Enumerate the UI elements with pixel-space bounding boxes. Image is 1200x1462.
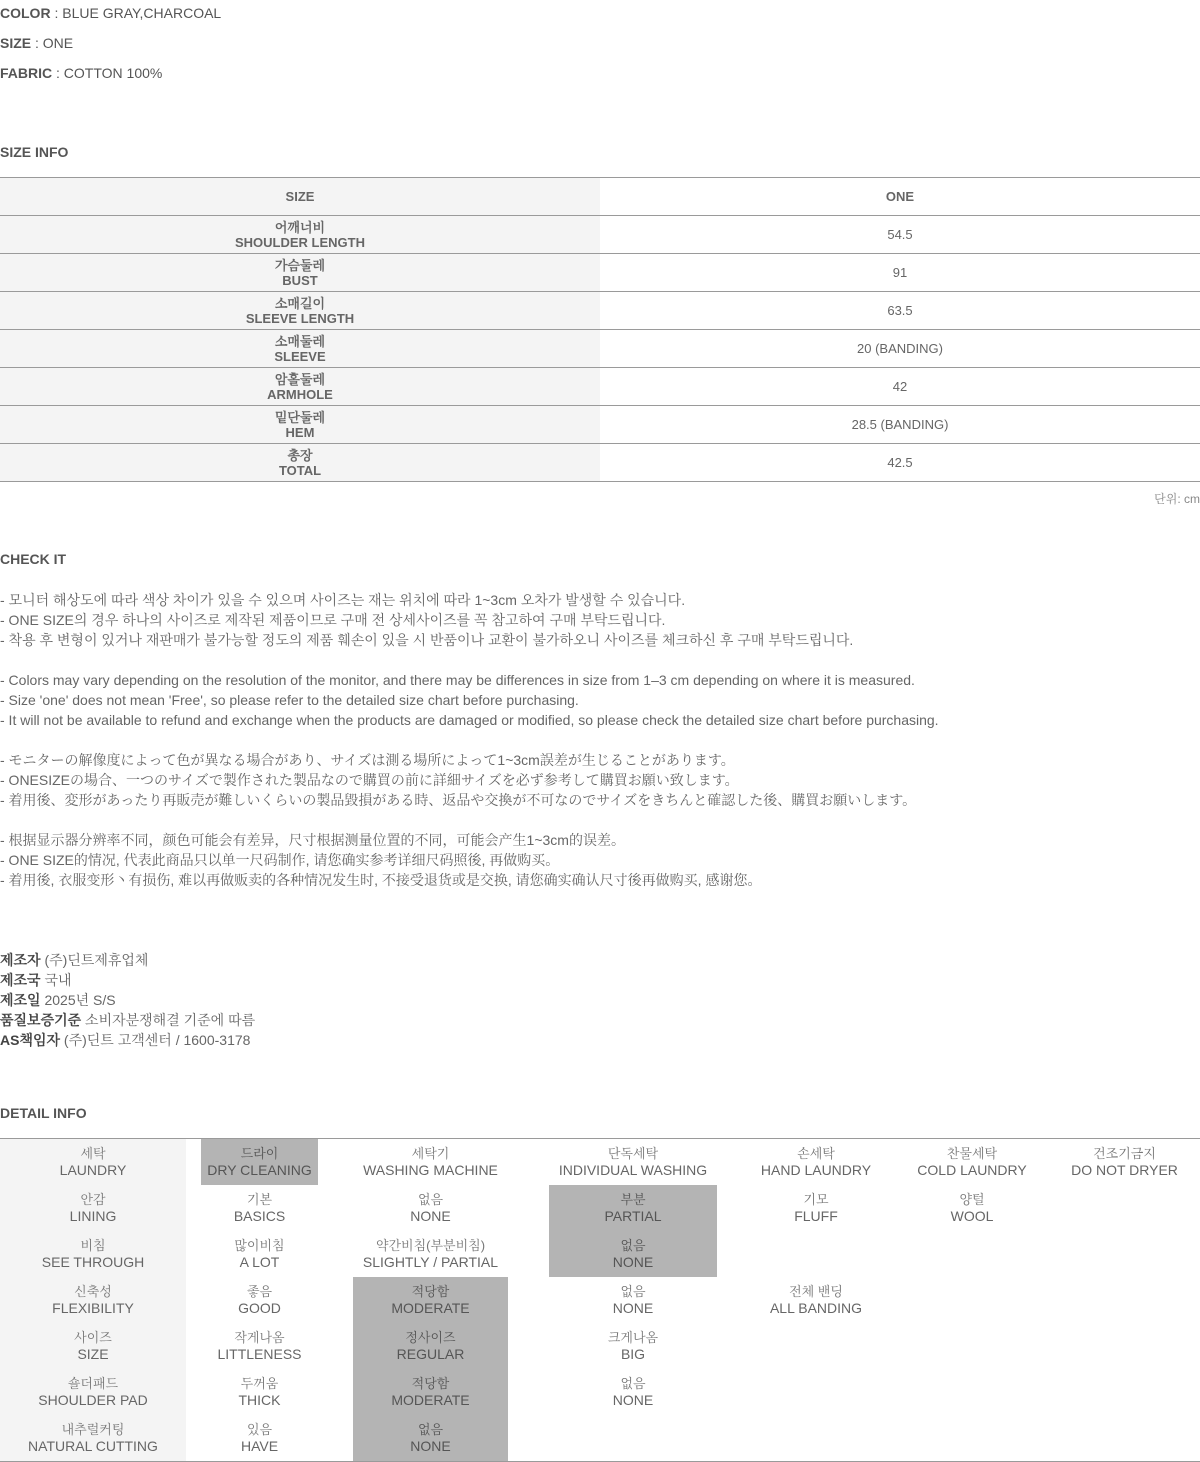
note-line: - 착용 후 변형이 있거나 재판매가 불가능할 정도의 제품 훼손이 있을 시 반품이나 교환이 불가하오니 사이즈를 체크하신 후 구매 부탁드립니다. — [0, 632, 854, 648]
detail-option-ko: 기모 — [803, 1192, 829, 1207]
detail-option-en: HAVE — [240, 1438, 279, 1454]
size-row-label — [0, 292, 600, 329]
size-row-value: 91 — [892, 265, 908, 280]
detail-option — [201, 1277, 318, 1323]
detail-table — [0, 1138, 1200, 1462]
size-row-en: SLEEVE LENGTH — [245, 310, 355, 326]
note-line: - 着用後、変形があったり再販売が難しいくらいの製品毀損がある時、返品や交換が不可なのでサイズをきちんと確認した後、購買お願いします。 — [0, 792, 917, 808]
detail-head-en: FLEXIBILITY — [52, 1300, 134, 1316]
size-row-label — [0, 254, 600, 291]
spec-size — [0, 34, 73, 52]
detail-head-en: SIZE — [77, 1346, 109, 1362]
detail-row-head — [0, 1185, 186, 1231]
detail-option — [1049, 1139, 1200, 1185]
unit-note: 단위: cm — [1154, 492, 1200, 506]
detail-option-ko: 적당함 — [411, 1284, 450, 1299]
check-it-title: CHECK IT — [0, 551, 67, 567]
detail-option-en: NONE — [612, 1300, 654, 1316]
detail-option-ko: 부분 — [620, 1192, 646, 1207]
maker-value: 2025년 S/S — [40, 992, 116, 1008]
detail-option — [549, 1139, 717, 1185]
note-line: - ONE SIZE的情况, 代表此商品只以单一尺码制作, 请您确实参考详细尺码照後, 再做购买。 — [0, 852, 560, 868]
maker-line — [0, 990, 255, 1010]
detail-head-ko: 세탁 — [80, 1146, 106, 1161]
maker-label: AS책임자 — [0, 1032, 61, 1048]
detail-row-head — [0, 1139, 186, 1185]
detail-option-en: WASHING MACHINE — [363, 1162, 498, 1178]
detail-option — [201, 1231, 318, 1277]
detail-option-ko: 세탁기 — [411, 1146, 450, 1161]
detail-option — [733, 1185, 899, 1231]
detail-option-en: BASICS — [233, 1208, 286, 1224]
detail-option-ko: 건조기금지 — [1093, 1146, 1156, 1161]
detail-option-en: BIG — [620, 1346, 646, 1362]
size-row — [0, 406, 1200, 444]
size-row-value: 28.5 (BANDING) — [851, 417, 949, 432]
size-row — [0, 368, 1200, 406]
detail-option-ko: 많이비침 — [234, 1238, 285, 1253]
note-line: - 모니터 해상도에 따라 색상 차이가 있을 수 있으며 사이즈는 재는 위치에 따라 1~3cm 오차가 발생할 수 있습니다. — [0, 592, 686, 608]
maker-line — [0, 970, 255, 990]
size-row — [0, 254, 1200, 292]
detail-option-en: DRY CLEANING — [207, 1162, 312, 1178]
detail-option-ko: 찬물세탁 — [946, 1146, 998, 1161]
detail-option-en: FLUFF — [794, 1208, 838, 1224]
detail-option-ko: 전체 밴딩 — [789, 1284, 843, 1299]
detail-head-en: SEE THROUGH — [41, 1254, 145, 1270]
spec-value: : BLUE GRAY,CHARCOAL — [50, 5, 222, 21]
size-row-en: SHOULDER LENGTH — [235, 234, 365, 250]
maker-label: 품질보증기준 — [0, 1012, 82, 1028]
detail-option-ko: 없음 — [620, 1238, 646, 1253]
spec-value: : ONE — [31, 35, 74, 51]
detail-option-ko: 양털 — [959, 1192, 985, 1207]
detail-option — [201, 1369, 318, 1415]
size-row-value: 20 (BANDING) — [857, 341, 943, 356]
detail-option-en: NONE — [410, 1208, 451, 1224]
detail-option-ko: 없음 — [417, 1192, 444, 1207]
detail-head-ko: 숄더패드 — [67, 1376, 119, 1391]
detail-option-ko: 적당함 — [411, 1376, 450, 1391]
note-line: - 着用後, 衣服变形丶有损伤, 难以再做贩卖的各种情况发生时, 不接受退货或是交换, 请您确实确认尺寸後再做购买, 感谢您。 — [0, 872, 762, 888]
note-line: - 根据显示器分辨率不同，颜色可能会有差异，尺寸根据测量位置的不同，可能会产生1~3cm的误差。 — [0, 832, 625, 848]
detail-option — [353, 1185, 508, 1231]
detail-option-ko: 손세탁 — [797, 1146, 835, 1161]
size-info-title: SIZE INFO — [0, 144, 69, 160]
detail-head-en: SHOULDER PAD — [38, 1392, 148, 1408]
size-row — [0, 292, 1200, 330]
size-row-en: HEM — [285, 424, 315, 440]
detail-option-en: LITTLENESS — [217, 1346, 302, 1362]
maker-line — [0, 1030, 255, 1050]
detail-head-en: NATURAL CUTTING — [28, 1438, 158, 1454]
detail-option-en: MODERATE — [391, 1300, 470, 1316]
detail-option-ko: 없음 — [417, 1422, 444, 1437]
detail-option — [201, 1323, 318, 1369]
detail-option-ko: 크게나옴 — [607, 1330, 659, 1345]
detail-head-ko: 비침 — [80, 1238, 106, 1253]
size-row-label — [0, 444, 600, 481]
detail-option-selected — [353, 1369, 508, 1415]
note-paragraph — [0, 670, 1200, 730]
maker-info — [0, 950, 255, 1050]
detail-option-ko: 없음 — [620, 1376, 646, 1391]
detail-option-selected — [353, 1277, 508, 1323]
size-header-label: SIZE — [0, 178, 600, 215]
maker-value: (주)딘트 고객센터 / 1600-3178 — [60, 1032, 251, 1048]
size-header-value: ONE — [885, 189, 915, 204]
size-row-label — [0, 330, 600, 367]
note-line: - モニターの解像度によって色が異なる場合があり、サイズは測る場所によって1~3cm誤差が生じることがあります。 — [0, 752, 735, 768]
spec-label: COLOR — [0, 5, 51, 21]
note-paragraph — [0, 750, 1200, 810]
maker-value: (주)딘트제휴업체 — [40, 952, 149, 968]
detail-option-selected — [549, 1231, 717, 1277]
detail-option-en: SLIGHTLY / PARTIAL — [362, 1254, 499, 1270]
maker-label: 제조국 — [0, 972, 41, 988]
size-table-header — [0, 178, 1200, 216]
detail-option-en: REGULAR — [396, 1346, 465, 1362]
detail-option-en: INDIVIDUAL WASHING — [558, 1162, 708, 1178]
size-row-en: BUST — [282, 272, 318, 288]
detail-option-en: GOOD — [238, 1300, 281, 1316]
maker-value: 국내 — [40, 972, 72, 988]
size-row-en: TOTAL — [278, 462, 322, 478]
detail-option — [549, 1277, 717, 1323]
detail-row-head — [0, 1323, 186, 1369]
detail-option — [549, 1323, 717, 1369]
detail-option — [733, 1277, 899, 1323]
note-line: - Colors may vary depending on the resolution of the monitor, and there may be differences in size from 1–3 cm depending on where it is measured. — [0, 672, 915, 688]
note-line: - ONESIZEの場合、一つのサイズで製作された製品なので購買の前に詳細サイズを必ず参考して購買お願い致します。 — [0, 772, 739, 788]
maker-label: 제조일 — [0, 992, 41, 1008]
size-row-ko: 밑단둘레 — [274, 409, 326, 425]
detail-option-en: NONE — [612, 1392, 654, 1408]
size-row-value: 54.5 — [887, 227, 913, 242]
maker-label: 제조자 — [0, 952, 41, 968]
note-paragraph — [0, 830, 1200, 890]
detail-head-en: LINING — [69, 1208, 117, 1224]
spec-value: : COTTON 100% — [52, 65, 163, 81]
detail-info-title: DETAIL INFO — [0, 1105, 87, 1121]
detail-option — [353, 1231, 508, 1277]
detail-head-ko: 사이즈 — [74, 1330, 112, 1345]
spec-label: FABRIC — [0, 65, 53, 81]
detail-option-ko: 있음 — [246, 1422, 273, 1437]
detail-option-selected — [549, 1185, 717, 1231]
note-line: - Size 'one' does not mean 'Free', so please refer to the detailed size chart before purchasing. — [0, 692, 579, 708]
size-row-ko: 어깨너비 — [274, 219, 326, 235]
size-row-ko: 총장 — [287, 447, 313, 463]
maker-line — [0, 950, 255, 970]
detail-option-en: NONE — [410, 1438, 451, 1454]
check-it-notes — [0, 590, 1200, 910]
detail-option-en: MODERATE — [391, 1392, 470, 1408]
spec-color — [0, 4, 221, 22]
detail-option-ko: 단독세탁 — [607, 1146, 659, 1161]
detail-option-en: ALL BANDING — [769, 1300, 863, 1316]
detail-option-selected — [201, 1139, 318, 1185]
detail-option-ko: 정사이즈 — [405, 1330, 456, 1345]
detail-option — [201, 1415, 318, 1461]
detail-option-ko: 드라이 — [240, 1146, 279, 1161]
size-row — [0, 216, 1200, 254]
size-row-label — [0, 406, 600, 443]
detail-option-en: NONE — [612, 1254, 654, 1270]
detail-option-ko: 기본 — [246, 1192, 273, 1207]
detail-option-ko: 없음 — [620, 1284, 646, 1299]
detail-option — [201, 1185, 318, 1231]
detail-option-en: COLD LAUNDRY — [917, 1162, 1027, 1178]
size-row-ko: 소매둘레 — [274, 333, 326, 349]
detail-row-head — [0, 1231, 186, 1277]
detail-option-en: HAND LAUNDRY — [760, 1162, 872, 1178]
size-row-en: ARMHOLE — [267, 386, 333, 402]
detail-option-en: WOOL — [950, 1208, 994, 1224]
detail-option-en: A LOT — [239, 1254, 280, 1270]
size-row-ko: 암홀둘레 — [274, 371, 326, 387]
size-row-label — [0, 216, 600, 253]
detail-option-selected — [353, 1323, 508, 1369]
size-row-value: 42.5 — [887, 455, 913, 470]
detail-row-head — [0, 1415, 186, 1461]
detail-option — [353, 1139, 508, 1185]
detail-row-head — [0, 1369, 186, 1415]
detail-head-en: LAUNDRY — [59, 1162, 127, 1178]
detail-option-en: PARTIAL — [604, 1208, 662, 1224]
note-line: - ONE SIZE의 경우 하나의 사이즈로 제작된 제품이므로 구매 전 상세사이즈를 꼭 참고하여 구매 부탁드립니다. — [0, 612, 666, 628]
size-row-en: SLEEVE — [274, 348, 326, 364]
detail-option-ko: 두꺼움 — [240, 1376, 279, 1391]
spec-label: SIZE — [0, 35, 32, 51]
size-row-value: 63.5 — [887, 303, 913, 318]
size-row-label — [0, 368, 600, 405]
size-row-ko: 가슴둘레 — [274, 257, 326, 273]
detail-option — [905, 1139, 1039, 1185]
size-table — [0, 177, 1200, 482]
maker-value: 소비자분쟁해결 기준에 따름 — [81, 1012, 256, 1028]
size-row-value: 42 — [892, 379, 908, 394]
size-row-ko: 소매길이 — [274, 295, 326, 311]
size-row — [0, 444, 1200, 482]
detail-option-en: THICK — [238, 1392, 281, 1408]
note-line: - It will not be available to refund and exchange when the products are damaged or modified, so please check the detailed size chart before purchasing. — [0, 712, 939, 728]
detail-option-ko: 좋음 — [246, 1284, 273, 1299]
detail-option-en: DO NOT DRYER — [1071, 1162, 1178, 1178]
detail-head-ko: 신축성 — [74, 1284, 112, 1299]
note-paragraph — [0, 590, 1200, 650]
detail-option — [905, 1185, 1039, 1231]
detail-option — [733, 1139, 899, 1185]
size-row — [0, 330, 1200, 368]
spec-fabric — [0, 64, 162, 82]
detail-option — [549, 1369, 717, 1415]
detail-option-selected — [353, 1415, 508, 1461]
detail-option-ko: 약간비침(부분비침) — [375, 1238, 486, 1253]
detail-head-ko: 안감 — [80, 1192, 106, 1207]
maker-line — [0, 1010, 255, 1030]
detail-row-head — [0, 1277, 186, 1323]
detail-option-ko: 작게나옴 — [234, 1330, 285, 1345]
detail-head-ko: 내추럴커팅 — [61, 1422, 125, 1437]
